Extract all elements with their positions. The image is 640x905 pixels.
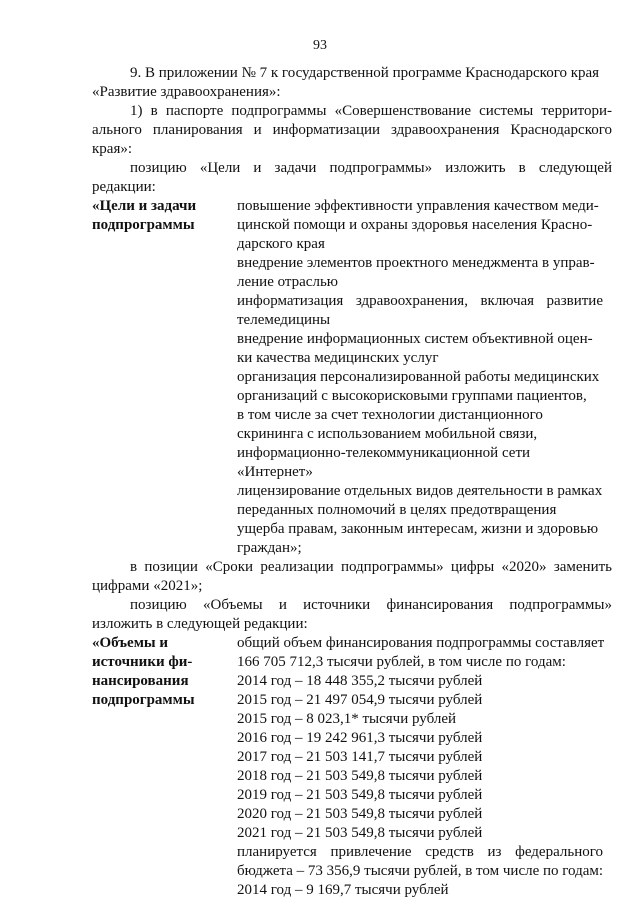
goals-spec-row	[92, 197, 612, 558]
funding-year-line: 2016 год – 19 242 961,3 тысячи рублей	[237, 730, 483, 746]
goals-position-line-2: редакции:	[92, 179, 156, 195]
funding-label-line-4: подпрограммы	[92, 692, 195, 708]
item-1-line-2: ального планирования и информатизации здравоохранения Краснодарского	[92, 122, 612, 138]
funding-line-2: 166 705 712,3 тысячи рублей, в том числе по годам:	[237, 654, 566, 670]
goal-item-6-line-1: лицензирование отдельных видов деятельности в рамках	[237, 483, 603, 499]
item-9-line-2: «Развитие здравоохранения»:	[92, 84, 281, 100]
goals-spec-label	[92, 197, 237, 235]
item-9-line-1: 9. В приложении № 7 к государственной программе Краснодарского края	[130, 65, 600, 81]
goal-item-6-line-2: переданных полномочий в целях предотвращения	[237, 502, 557, 518]
item-1-line-3: края»:	[92, 141, 133, 157]
goal-item-3-line-2: телемедицины	[237, 312, 331, 328]
funding-label-line-2: источники фи-	[92, 654, 193, 670]
funding-year-line: 2021 год – 21 503 549,8 тысячи рублей	[237, 825, 483, 841]
item-1-paragraph	[92, 102, 612, 159]
terms-paragraph	[92, 558, 612, 596]
funding-year-line: 2020 год – 21 503 549,8 тысячи рублей	[237, 806, 483, 822]
funding-spec-label	[92, 634, 237, 710]
funding-intro-line-1: позицию «Объемы и источники финансирования подпрограммы»	[130, 597, 612, 613]
terms-line-2: цифрами «2021»;	[92, 578, 203, 594]
goal-item-5-line-6: «Интернет»	[237, 464, 313, 480]
goal-item-1-line-2: цинской помощи и охраны здоровья населения Красно-	[237, 217, 593, 233]
funding-year-line: 2015 год – 21 497 054,9 тысячи рублей	[237, 692, 483, 708]
terms-line-1: в позиции «Сроки реализации подпрограммы» цифры «2020» заменить	[130, 559, 612, 575]
goal-item-3	[237, 292, 603, 330]
goal-item-4	[237, 330, 603, 368]
funding-label-line-1: «Объемы и	[92, 635, 169, 651]
goal-item-5	[237, 368, 603, 482]
funding-federal-year-line: 2014 год – 9 169,7 тысячи рублей	[237, 882, 449, 898]
funding-year-line: 2019 год – 21 503 549,8 тысячи рублей	[237, 787, 483, 803]
goal-item-1-line-3: дарского края	[237, 236, 325, 252]
goal-item-1	[237, 197, 603, 254]
goals-spec-body	[237, 197, 603, 558]
goal-item-5-line-1: организация персонализированной работы медицинских	[237, 369, 600, 385]
funding-year-line: 2014 год – 18 448 355,2 тысячи рублей	[237, 673, 483, 689]
goal-item-5-line-3: в том числе за счет технологии дистанционного	[237, 407, 543, 423]
funding-label-line-3: нансирования	[92, 673, 189, 689]
goal-item-4-line-1: внедрение информационных систем объективной оцен-	[237, 331, 593, 347]
goal-item-6-line-4: граждан»;	[237, 540, 302, 556]
funding-federal-line-2: бюджета – 73 356,9 тысячи рублей, в том числе по годам:	[237, 863, 604, 879]
funding-year-line: 2018 год – 21 503 549,8 тысячи рублей	[237, 768, 483, 784]
funding-intro-paragraph	[92, 596, 612, 634]
funding-intro-line-2: изложить в следующей редакции:	[92, 616, 308, 632]
goals-label-line-2: подпрограммы	[92, 217, 195, 233]
goals-position-paragraph	[92, 159, 612, 197]
item-9-paragraph	[92, 64, 612, 102]
goal-item-2-line-1: внедрение элементов проектного менеджмента в управ-	[237, 255, 595, 271]
goal-item-1-line-1: повышение эффективности управления качеством меди-	[237, 198, 599, 214]
goals-position-line-1: позицию «Цели и задачи подпрограммы» изложить в следующей	[130, 160, 612, 176]
page-content	[92, 64, 612, 900]
goal-item-6-line-3: ущерба правам, законным интересам, жизни и здоровью	[237, 521, 599, 537]
funding-spec-body	[237, 634, 603, 900]
goal-item-5-line-4: скрининга с использованием мобильной связи,	[237, 426, 538, 442]
goal-item-3-line-1: информатизация здравоохранения, включая развитие	[237, 293, 603, 309]
goal-item-5-line-5: информационно-телекоммуникационной сети	[237, 445, 531, 461]
goal-item-6	[237, 482, 603, 558]
goal-item-2-line-2: ление отраслью	[237, 274, 338, 290]
goal-item-2	[237, 254, 603, 292]
goal-item-4-line-2: ки качества медицинских услуг	[237, 350, 439, 366]
page-number: 93	[313, 38, 327, 53]
funding-federal-line-1: планируется привлечение средств из федерального	[237, 844, 603, 860]
item-1-line-1: 1) в паспорте подпрограммы «Совершенствование системы территори-	[130, 103, 612, 119]
goals-label-line-1: «Цели и задачи	[92, 198, 197, 214]
funding-spec-row	[92, 634, 612, 900]
funding-year-line: 2015 год – 8 023,1* тысячи рублей	[237, 711, 457, 727]
funding-line-1: общий объем финансирования подпрограммы составляет	[237, 635, 605, 651]
funding-year-line: 2017 год – 21 503 141,7 тысячи рублей	[237, 749, 483, 765]
goal-item-5-line-2: организаций с высокорисковыми группами пациентов,	[237, 388, 587, 404]
